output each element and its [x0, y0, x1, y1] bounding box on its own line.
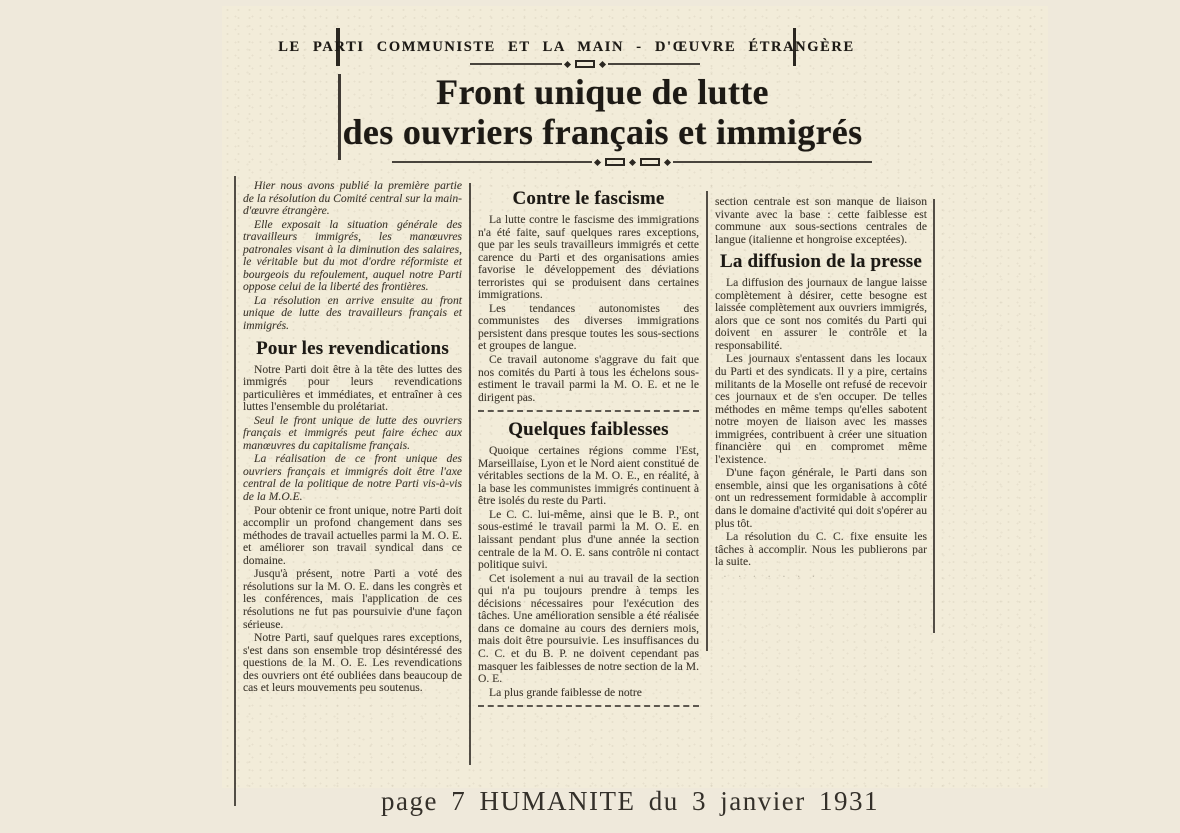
- article-paragraph: Les journaux s'entassent dans les locaux du Parti et des syndicats. Il y a pire, certains militants de la Moselle ont refusé de recevoir ces journaux et de s'en occuper. De telles méthodes en même temps qu'elles sabotent notre moyen de liaison avec les masses immigrées, contribuent à créer une situation financière qui en compromet même l'existence.: [715, 352, 927, 466]
- article-paragraph: Cet isolement a nui au travail de la section qui n'a pu toujours prendre à temps les décisions nécessaires pour l'exécution des tâches. Une amélioration sensible a été réalisée dans ce domaine au cours des derniers mois, mais doit être poursuivie. Les insuffisances du C. C. et du B. P. ne doivent cependant pas masquer les faiblesses de notre section de la M. O. E.: [478, 571, 699, 686]
- illegible-fragment: · · · · · · ·: [723, 569, 820, 583]
- column-rule-1-2: [469, 183, 471, 765]
- article-column-2: [478, 183, 699, 714]
- banner-ornament-rule: [470, 60, 700, 68]
- column-rule-outer-left: [234, 176, 236, 806]
- article-paragraph: section centrale est son manque de liaison vivante avec la base : cette faiblesse est commune aux sous-sections centrales de langue (italienne et hongroise exceptées).: [715, 195, 927, 246]
- dashed-rule: [478, 705, 699, 707]
- article-paragraph: Le C. C. lui-même, ainsi que le B. P., ont sous-estimé le travail parmi la M. O. E. en laissant pendant plus d'une année la section centrale de la M. O. E. sans contrôle ni contact politique suivi.: [478, 507, 699, 572]
- column-rule-2-3: [706, 191, 708, 651]
- article-paragraph: Les tendances autonomistes des communistes des diverses immigrations persistent dans presque toutes les sous-sections et groupes de langue.: [478, 301, 699, 353]
- dashed-rule: [478, 410, 699, 412]
- article-paragraph: Hier nous avons publié la première partie de la résolution du Comité central sur la main-d'œuvre étrangère.: [243, 179, 462, 218]
- article-paragraph: Elle exposait la situation générale des travailleurs immigrés, les manœuvres patronales visant à la diminution des salaires, le véritable but du mot d'ordre réformiste et bourgeois du refoulement, auquel notre Parti oppose celui de la liberté des frontières.: [243, 217, 462, 294]
- article-paragraph: Quoique certaines régions comme l'Est, Marseillaise, Lyon et le Nord aient constitué de véritables sections de la M. O. E., en réalité, à la base les communistes immigrés continuent à être isolés du reste du Parti.: [478, 444, 699, 508]
- headline-line-1: Front unique de lutte: [436, 72, 769, 112]
- column-rule-outer-right: [933, 199, 935, 633]
- ornament-box: [575, 60, 595, 68]
- ornament-line: [673, 161, 873, 163]
- headline-ornament-rule: [392, 158, 872, 166]
- article-paragraph: D'une façon générale, le Parti dans son ensemble, ainsi que les organisations à côté ont un redressement formidable à accomplir dans le domaine d'activité qui doit s'opérer au plus tôt.: [715, 466, 927, 530]
- page-title: [330, 72, 875, 152]
- headline-line-2: des ouvriers français et immigrés: [342, 112, 863, 152]
- article-paragraph: La résolution en arrive ensuite au front unique de lutte des travailleurs français et immigrés.: [243, 293, 462, 333]
- ornament-diamond: [599, 60, 606, 67]
- kicker-text: LE PARTI COMMUNISTE ET LA MAIN - D'ŒUVRE ÉTRANGÈRE: [278, 38, 855, 55]
- section-heading: Contre le fascisme: [512, 188, 665, 209]
- article-column-3: [715, 196, 927, 583]
- ornament-diamond: [663, 158, 670, 165]
- article-paragraph: Pour obtenir ce front unique, notre Parti doit accomplir un profond changement dans ses méthodes de travail actuelles parmi la M. O. E. et améliorer son travail syndical dans ce domaine.: [243, 503, 462, 567]
- article-paragraph: La réalisation de ce front unique des ouvriers français et immigrés doit être l'axe central de la politique de notre Parti vis-à-vis de la M.O.E.: [243, 452, 462, 504]
- ornament-diamond: [593, 158, 600, 165]
- ornament-box: [640, 158, 660, 166]
- article-column-1: [243, 180, 462, 696]
- article-paragraph: La résolution du C. C. fixe ensuite les tâches à accomplir. Nous les publierons par la suite.: [715, 530, 927, 569]
- section-heading: La diffusion de la presse: [719, 251, 923, 273]
- article-paragraph: Ce travail autonome s'aggrave du fait que nos comités du Parti à tous les échelons sous-estiment le travail parmi la M. O. E. et ne le dirigent pas.: [478, 353, 699, 404]
- article-paragraph: Seul le front unique de lutte des ouvriers français et immigrés peut faire échec aux manœuvres du capitalisme français.: [243, 413, 462, 452]
- article-paragraph: Notre Parti, sauf quelques rares exceptions, s'est dans son ensemble trop désintéressé des questions de la M. O. E. Les revendications des ouvriers ont été oubliées dans beaucoup de cas et leurs mouvements peu soutenus.: [243, 631, 462, 695]
- article-paragraph: Jusqu'à présent, notre Parti a voté des résolutions sur la M. O. E. dans les congrès et les conférences, mais l'application de ces résolutions ne fut pas poursuivie d'une façon sérieuse.: [243, 567, 462, 631]
- ornament-line: [470, 63, 562, 65]
- archive-caption: page 7 HUMANITE du 3 janvier 1931: [381, 786, 879, 816]
- article-paragraph: Notre Parti doit être à la tête des luttes des immigrés pour leurs revendications particulières et immédiates, et entraîner à ces luttes l'ensemble du prolétariat.: [243, 362, 462, 414]
- ornament-diamond: [628, 158, 635, 165]
- ornament-line: [392, 161, 592, 163]
- ornament-diamond: [564, 60, 571, 67]
- article-paragraph: La plus grande faiblesse de notre: [489, 685, 642, 699]
- article-paragraph: La lutte contre le fascisme des immigrations n'a été faite, sauf quelques rares exceptions, que par les seuls travailleurs immigrés et cette carence du Parti et des organisations amies favorise le développement des déviations terroristes qui se produisent dans certaines immigrations.: [478, 213, 699, 302]
- ornament-line: [608, 63, 700, 65]
- section-heading: Quelques faiblesses: [508, 419, 669, 441]
- ornament-box: [605, 158, 625, 166]
- article-paragraph: La diffusion des journaux de langue laisse complètement à désirer, cette besogne est laissée complètement aux ouvriers immigrés, alors que ce sont nos comités du Parti qui doivent en assurer le contrôle et la responsabilité.: [715, 276, 927, 352]
- section-heading: Pour les revendications: [256, 337, 449, 359]
